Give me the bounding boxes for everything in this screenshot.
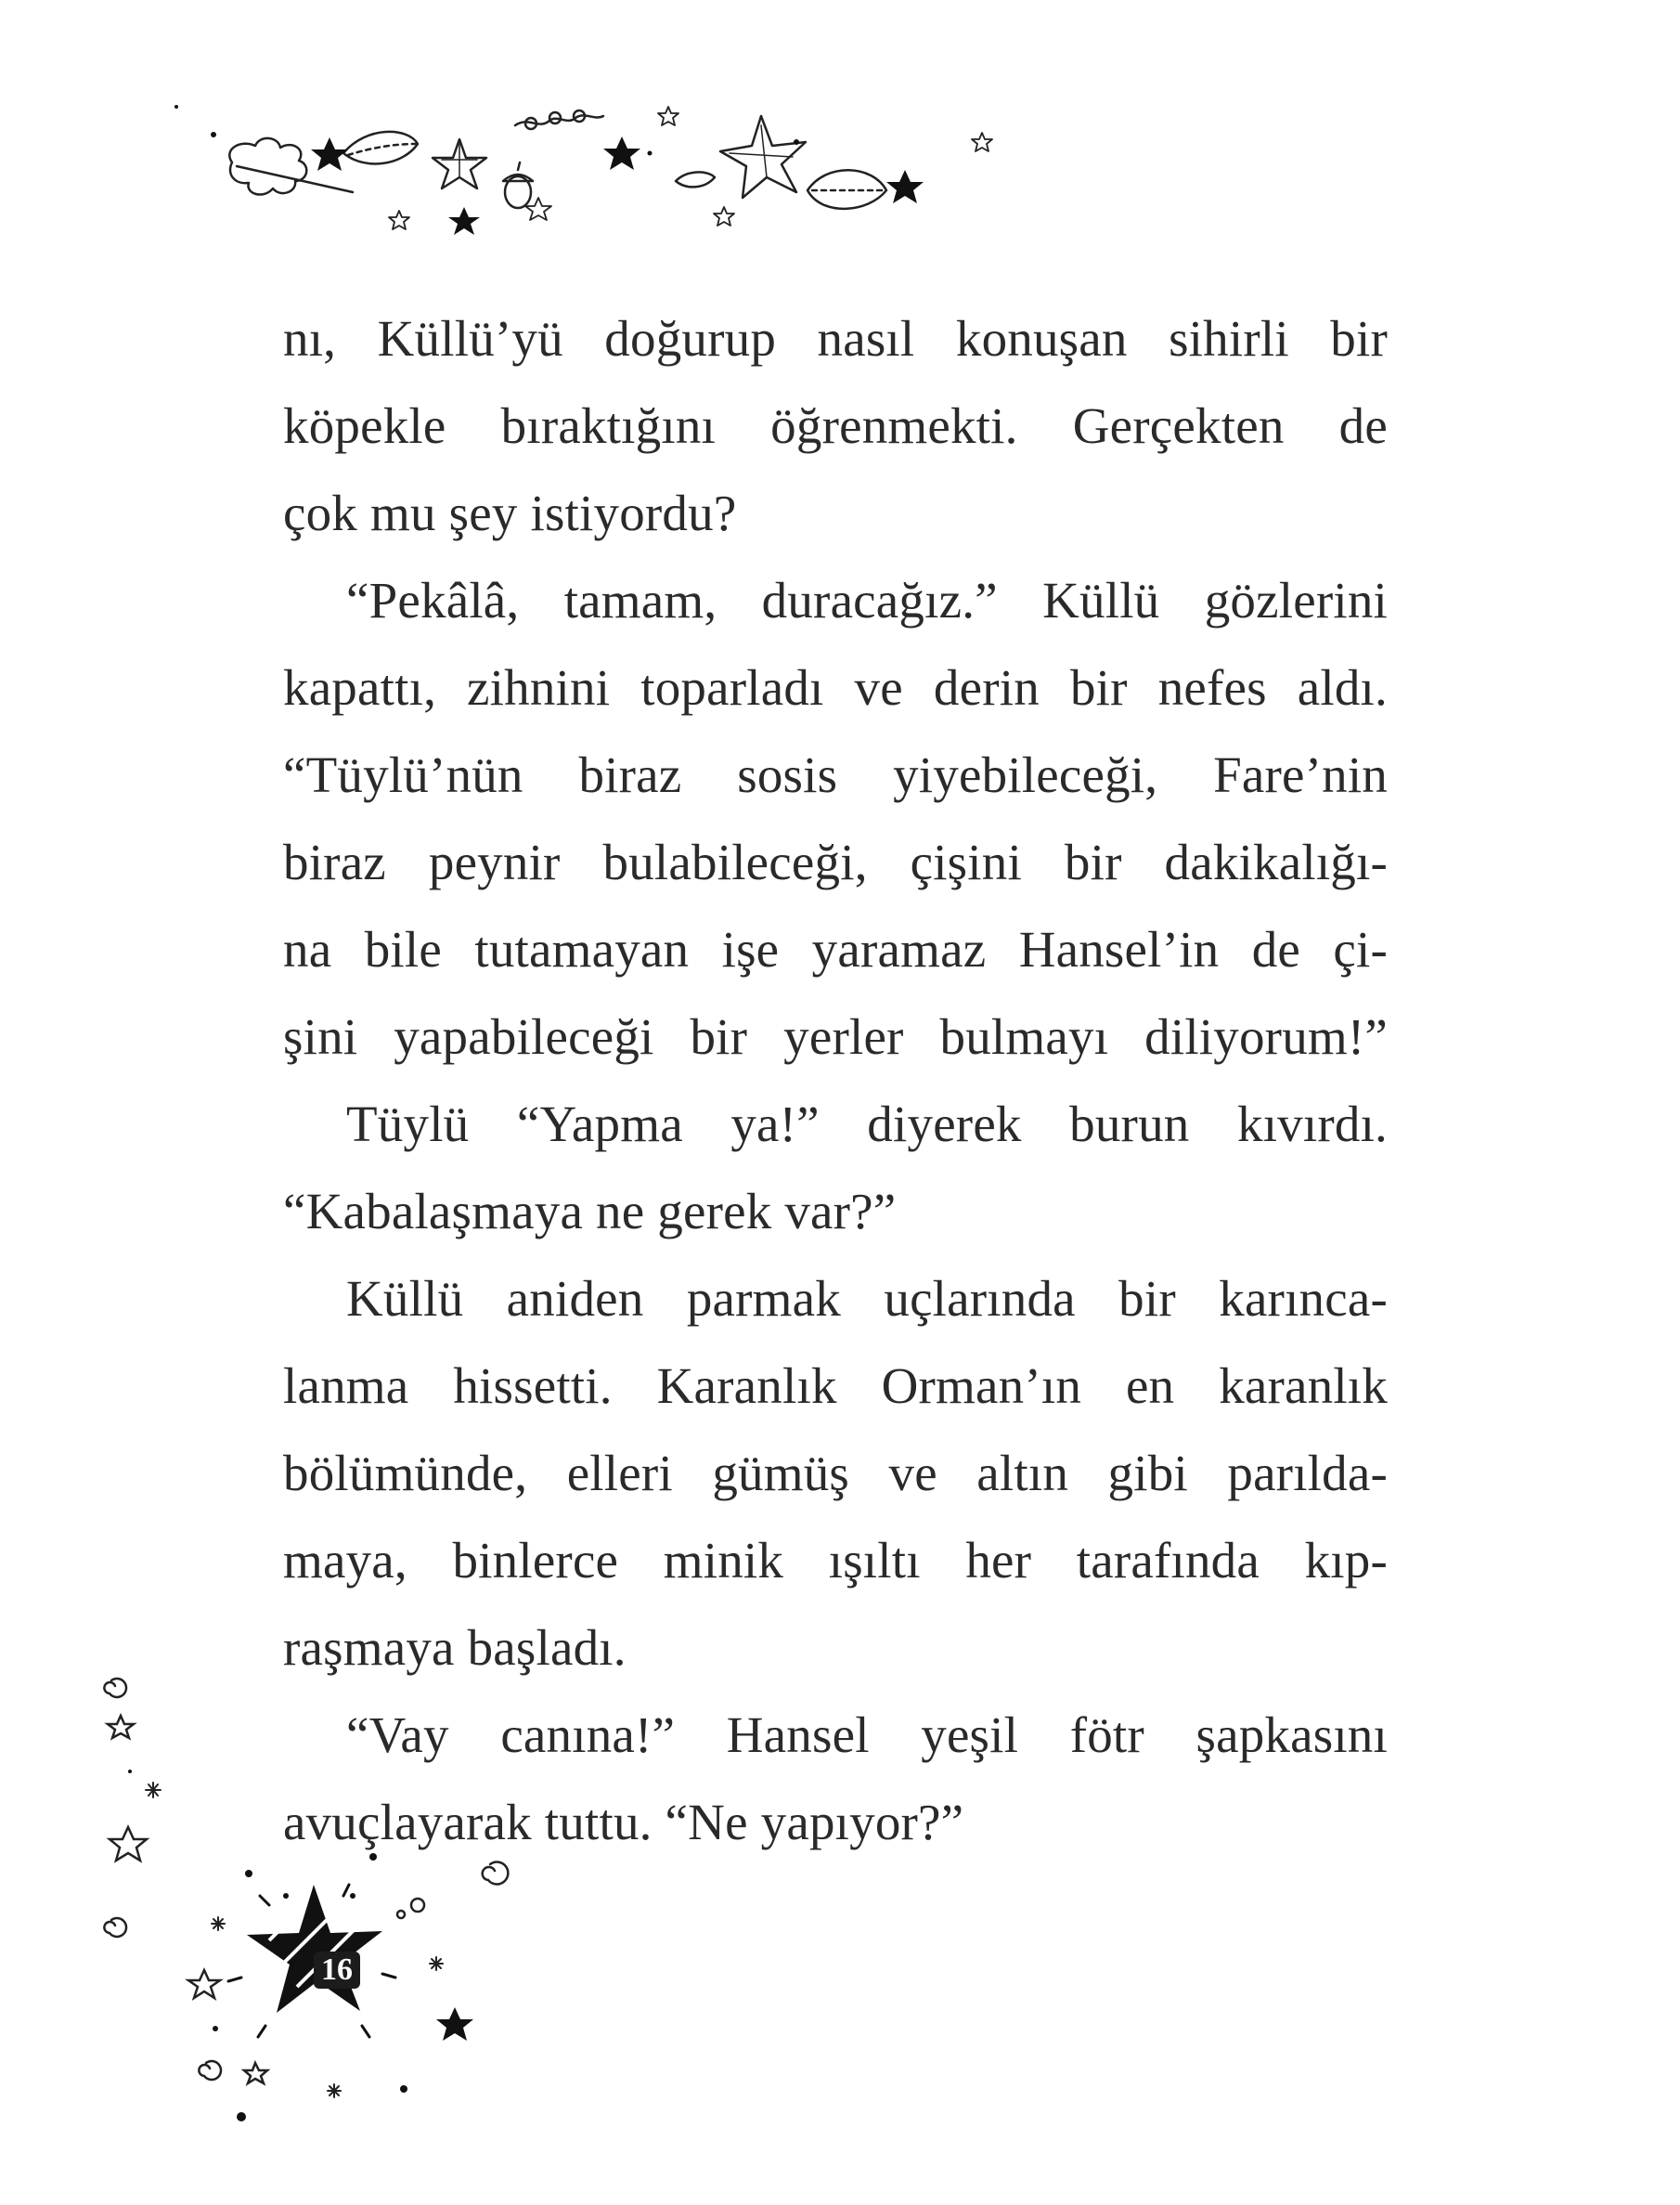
text-line: avuçlayarak tuttu. “Ne yapıyor?” bbox=[283, 1794, 964, 1850]
text-line: “Kabalaşmaya ne gerek var?” bbox=[283, 1183, 897, 1239]
text-line: biraz peynir bulabileceği, çişini bir dakikalığı- bbox=[283, 834, 1388, 890]
text-line: şini yapabileceği bir yerler bulmayı diliyorum!” bbox=[283, 1008, 1388, 1065]
text-line: lanma hissetti. Karanlık Orman’ın en karanlık bbox=[283, 1357, 1388, 1414]
paragraph bbox=[283, 1081, 1388, 1255]
text-line: raşmaya başladı. bbox=[283, 1619, 627, 1676]
stars-swirls-corner-icon bbox=[84, 1662, 529, 2145]
leaves-stars-acorn-divider-icon bbox=[167, 88, 1002, 246]
page-number: 16 bbox=[314, 1952, 360, 1989]
text-line: kapattı, zihnini toparladı ve derin bir nefes aldı. bbox=[283, 659, 1388, 716]
story-text bbox=[283, 295, 1388, 1866]
text-line: Tüylü “Yapma ya!” diyerek burun kıvırdı. bbox=[346, 1096, 1388, 1152]
text-line: “Tüylü’nün biraz sosis yiyebileceği, Fare’nin bbox=[283, 746, 1388, 803]
paragraph bbox=[283, 557, 1388, 1081]
text-line: köpekle bıraktığını öğrenmekti. Gerçekten de bbox=[283, 397, 1388, 454]
paragraph bbox=[283, 295, 1388, 557]
text-line: nı, Küllü’yü doğurup nasıl konuşan sihirli bir bbox=[283, 310, 1388, 367]
text-line: “Pekâlâ, tamam, duracağız.” Küllü gözlerini bbox=[346, 572, 1388, 629]
text-line: Küllü aniden parmak uçlarında bir karınca- bbox=[346, 1270, 1388, 1327]
paragraph bbox=[283, 1255, 1388, 1692]
text-line: na bile tutamayan işe yaramaz Hansel’in de çi- bbox=[283, 921, 1388, 978]
text-line: “Vay canına!” Hansel yeşil fötr şapkasını bbox=[346, 1706, 1388, 1763]
text-line: bölümünde, elleri gümüş ve altın gibi parılda- bbox=[283, 1445, 1388, 1501]
text-line: çok mu şey istiyordu? bbox=[283, 485, 737, 541]
text-line: maya, binlerce minik ışıltı her tarafında kıp- bbox=[283, 1532, 1388, 1589]
